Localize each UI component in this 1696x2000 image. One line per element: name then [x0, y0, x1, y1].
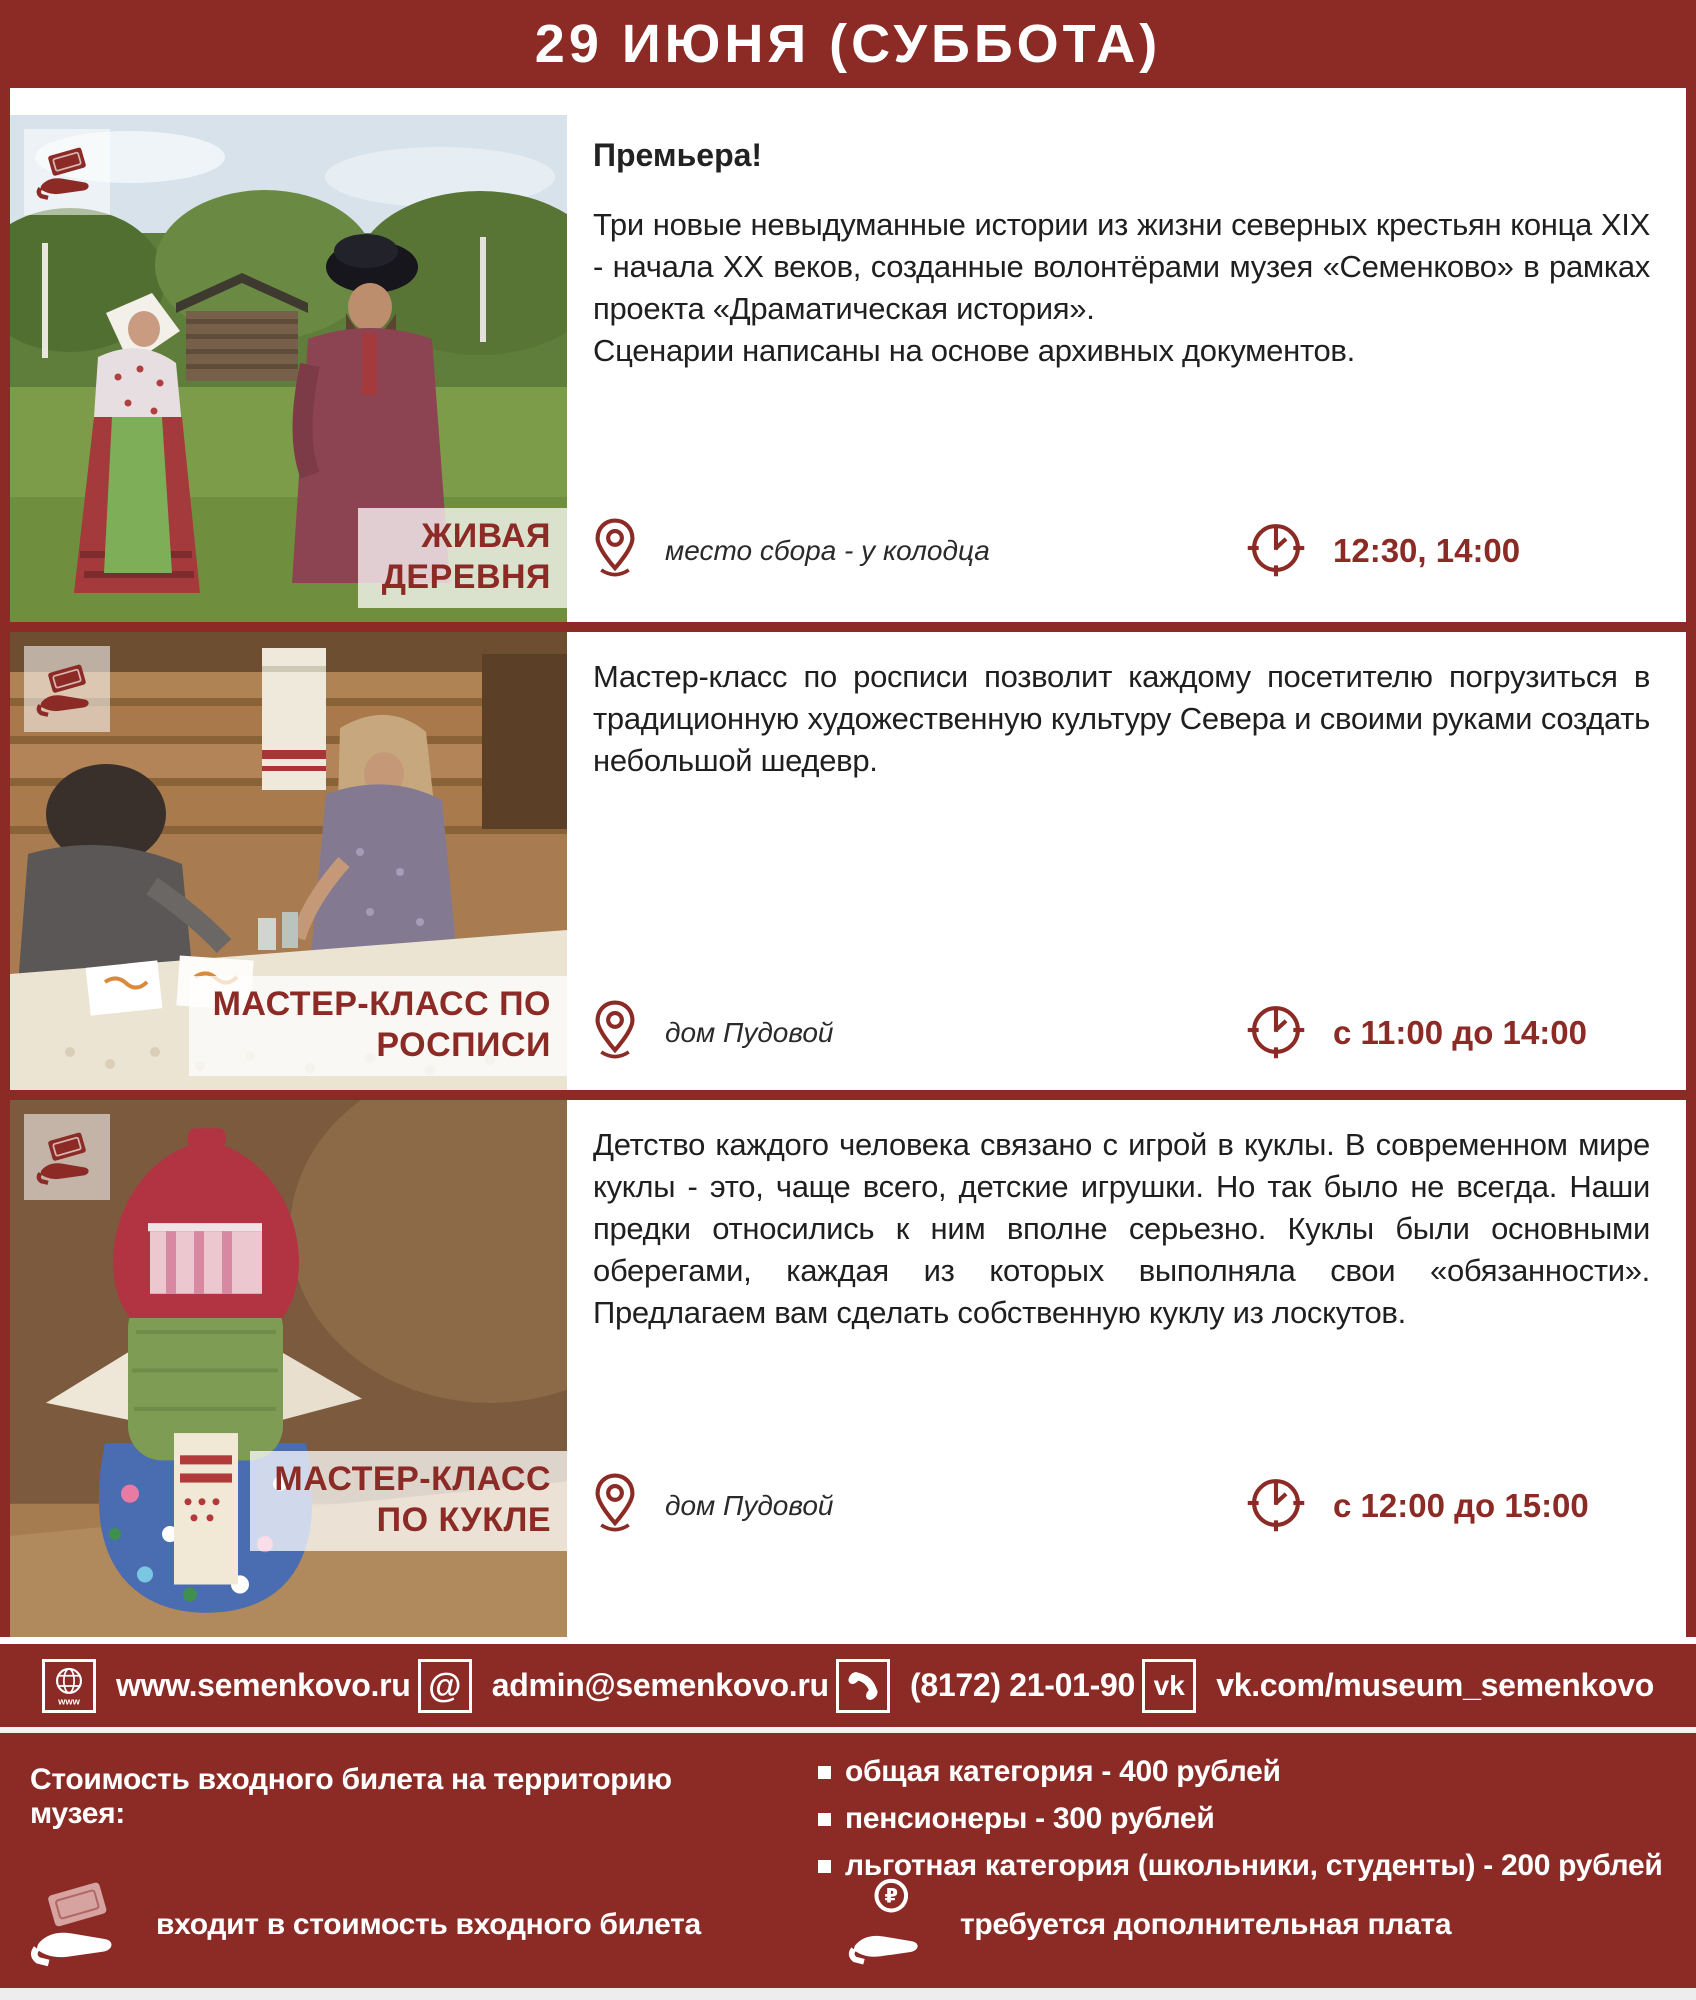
email-icon: [418, 1659, 472, 1713]
event-label-line: ДЕРЕВНЯ: [381, 558, 551, 597]
event-location: дом Пудовой: [665, 1489, 834, 1521]
events-panel: [10, 88, 1686, 1637]
price-item-text: пенсионеры - 300 рублей: [845, 1802, 1215, 1835]
globe-icon: [42, 1659, 96, 1713]
vk-icon: [1142, 1659, 1196, 1713]
event-meta-row: [593, 997, 1650, 1068]
legend-text: требуется дополнительная плата: [960, 1908, 1452, 1941]
location-pin-icon: [593, 515, 637, 586]
event-paragraph: Мастер-класс по росписи позволит каждому посетителю погрузиться в традиционную художественную культуру Севера и своими руками создать небольшой шедевр.: [593, 659, 1650, 778]
section-divider: [10, 622, 1686, 632]
email-link[interactable]: [418, 1659, 829, 1713]
ticket-included-badge: [24, 646, 110, 732]
clock-icon: [1245, 517, 1307, 584]
event-photo-painting-workshop: [10, 632, 567, 1090]
event-label-painting-workshop: [189, 976, 567, 1076]
event-time-group: [1245, 517, 1650, 584]
svg-text:www: www: [58, 1696, 80, 1707]
event-text-living-village: [567, 115, 1686, 622]
vk-glyph: vk: [1153, 1669, 1185, 1701]
page-title: 29 ИЮНЯ (СУББОТА): [534, 14, 1162, 74]
event-photo-doll-workshop: [10, 1100, 567, 1637]
event-title: Премьера!: [593, 137, 763, 173]
event-label-line: ПО КУКЛЕ: [376, 1501, 551, 1540]
event-time-group: [1245, 999, 1650, 1066]
event-time: с 12:00 до 15:00: [1333, 1486, 1589, 1524]
ticket-in-hand-icon: [30, 1875, 126, 1976]
svg-text:₽: ₽: [884, 1885, 899, 1907]
event-row-living-village: [10, 88, 1686, 622]
header-bar: [0, 0, 1696, 88]
price-item-text: льготная категория (школьники, студенты) - 200 рублей: [845, 1849, 1663, 1882]
phone-icon: [836, 1659, 890, 1713]
event-label-doll-workshop: [250, 1451, 567, 1551]
event-text-doll-workshop: [567, 1100, 1686, 1637]
section-divider: [10, 1090, 1686, 1100]
clock-icon: [1245, 1472, 1307, 1539]
event-meta-row: [593, 1470, 1650, 1541]
event-paragraph: Сценарии написаны на основе архивных документов.: [593, 333, 1355, 368]
event-time-group: [1245, 1472, 1650, 1539]
pricing-section: [0, 1733, 1696, 1988]
ruble-in-hand-icon: [848, 1875, 930, 1976]
ticket-included-badge: [24, 1114, 110, 1200]
location-pin-icon: [593, 1470, 637, 1541]
event-row-doll-workshop: [10, 1100, 1686, 1637]
white-gap: [0, 1637, 1696, 1644]
website-url: www.semenkovo.ru: [116, 1667, 411, 1703]
event-time: с 11:00 до 14:00: [1333, 1013, 1587, 1051]
legend-item-included: [30, 1875, 848, 1976]
ticket-included-badge: [24, 129, 110, 215]
ticket-in-hand-icon: [36, 1126, 98, 1188]
vk-url: vk.com/museum_semenkovo: [1216, 1667, 1654, 1703]
event-label-line: МАСТЕР-КЛАСС ПО: [212, 985, 551, 1024]
bullet-square-icon: [818, 1766, 831, 1779]
bullet-square-icon: [818, 1813, 831, 1826]
legend-row: [30, 1862, 1666, 1988]
contact-bar: [0, 1644, 1696, 1727]
event-label-line: МАСТЕР-КЛАСС: [274, 1460, 551, 1499]
event-photo-living-village: [10, 115, 567, 622]
event-label-line: ЖИВАЯ: [421, 517, 551, 556]
website-link[interactable]: [42, 1659, 411, 1713]
event-label-living-village: [358, 508, 567, 608]
clock-icon: [1245, 999, 1307, 1066]
event-paragraph: Три новые невыдуманные истории из жизни северных крестьян конца XIX - начала XX веков, созданные волонтёрами музея «Семенково» в рамках проекта «Драматическая история».: [593, 207, 1650, 326]
phone-link[interactable]: [836, 1659, 1135, 1713]
event-location: место сбора - у колодца: [665, 534, 990, 566]
ticket-in-hand-icon: [36, 658, 98, 720]
pricing-heading: Стоимость входного билета на территорию музея:: [30, 1763, 672, 1830]
event-row-painting-workshop: [10, 632, 1686, 1090]
event-time: 12:30, 14:00: [1333, 531, 1521, 569]
phone-number: (8172) 21-01-90: [910, 1667, 1135, 1703]
event-text-painting-workshop: [567, 632, 1686, 1090]
event-paragraph: Детство каждого человека связано с игрой в куклы. В современном мире куклы - это, чаще всего, детские игрушки. Но так было не всегда. Наши предки относились к ним вполне серьезно. Куклы были основными оберегами, каждая из которых выполняла свои «обязанности». Предлагаем вам сделать собственную куклу из лоскутов.: [593, 1127, 1650, 1330]
legend-text: входит в стоимость входного билета: [156, 1908, 701, 1941]
ticket-in-hand-icon: [36, 141, 98, 203]
event-location: дом Пудовой: [665, 1016, 834, 1048]
bottom-margin-strip: [0, 1988, 1696, 2000]
price-item-text: общая категория - 400 рублей: [845, 1755, 1281, 1788]
event-label-line: РОСПИСИ: [376, 1026, 551, 1065]
email-address: admin@semenkovo.ru: [491, 1667, 829, 1703]
vk-link[interactable]: [1142, 1659, 1654, 1713]
list-item: [818, 1755, 1663, 1789]
legend-item-extra-fee: [848, 1875, 1666, 1976]
location-pin-icon: [593, 997, 637, 1068]
event-meta-row: [593, 515, 1650, 586]
at-glyph: @: [428, 1666, 462, 1705]
list-item: [818, 1802, 1663, 1836]
